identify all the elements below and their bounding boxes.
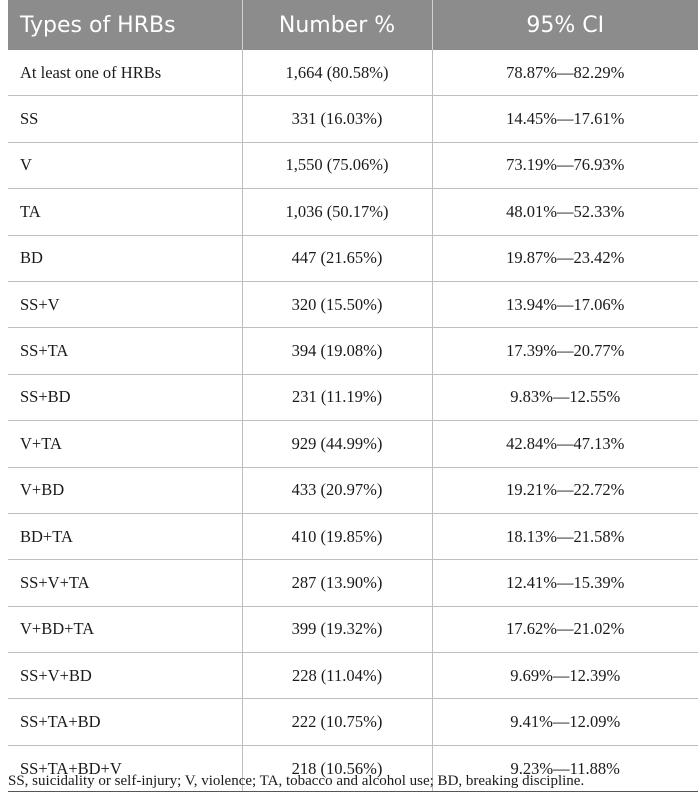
cell-ci: 42.84%—47.13% [432, 421, 698, 467]
table-row [8, 606, 698, 652]
cell-type: SS+TA+BD [8, 699, 242, 745]
cell-ci: 13.94%—17.06% [432, 281, 698, 327]
cell-number: 399 (19.32%) [242, 606, 432, 652]
header-ci: 95% CI [432, 0, 698, 50]
cell-ci: 9.23%—11.88% [432, 745, 698, 791]
cell-type: SS+BD [8, 374, 242, 420]
cell-ci: 17.39%—20.77% [432, 328, 698, 374]
cell-number: 433 (20.97%) [242, 467, 432, 513]
table-body [8, 50, 698, 792]
cell-number: 287 (13.90%) [242, 560, 432, 606]
cell-type: V+BD+TA [8, 606, 242, 652]
table-row [8, 699, 698, 745]
cell-number: 218 (10.56%) [242, 745, 432, 791]
cell-type: SS+V [8, 281, 242, 327]
cell-number: 1,550 (75.06%) [242, 142, 432, 188]
cell-ci: 19.21%—22.72% [432, 467, 698, 513]
table-row [8, 560, 698, 606]
cell-type: SS+V+TA [8, 560, 242, 606]
table-row [8, 513, 698, 559]
cell-number: 1,036 (50.17%) [242, 189, 432, 235]
cell-type: TA [8, 189, 242, 235]
table-row [8, 50, 698, 96]
cell-ci: 78.87%—82.29% [432, 50, 698, 96]
cell-ci: 19.87%—23.42% [432, 235, 698, 281]
cell-ci: 12.41%—15.39% [432, 560, 698, 606]
table-row [8, 421, 698, 467]
cell-ci: 9.83%—12.55% [432, 374, 698, 420]
cell-type: BD+TA [8, 513, 242, 559]
cell-ci: 14.45%—17.61% [432, 96, 698, 142]
table-row [8, 328, 698, 374]
cell-number: 1,664 (80.58%) [242, 50, 432, 96]
table-row [8, 653, 698, 699]
table-footnote: SS, suicidality or self-injury; V, violence; TA, tobacco and alcohol use; BD, breaking discipline. [8, 773, 585, 789]
table-row [8, 96, 698, 142]
cell-ci: 48.01%—52.33% [432, 189, 698, 235]
cell-ci: 18.13%—21.58% [432, 513, 698, 559]
cell-ci: 17.62%—21.02% [432, 606, 698, 652]
table-header [8, 0, 698, 50]
cell-type: SS+V+BD [8, 653, 242, 699]
cell-ci: 9.69%—12.39% [432, 653, 698, 699]
header-row [8, 0, 698, 50]
cell-number: 231 (11.19%) [242, 374, 432, 420]
cell-type: V+TA [8, 421, 242, 467]
cell-number: 447 (21.65%) [242, 235, 432, 281]
table-row [8, 374, 698, 420]
cell-number: 228 (11.04%) [242, 653, 432, 699]
table-row [8, 235, 698, 281]
cell-number: 222 (10.75%) [242, 699, 432, 745]
cell-type: V+BD [8, 467, 242, 513]
table-row [8, 189, 698, 235]
cell-number: 331 (16.03%) [242, 96, 432, 142]
cell-type: At least one of HRBs [8, 50, 242, 96]
cell-type: V [8, 142, 242, 188]
table-row [8, 467, 698, 513]
cell-type: SS+TA [8, 328, 242, 374]
hrb-table [8, 0, 698, 792]
table-row [8, 142, 698, 188]
cell-number: 410 (19.85%) [242, 513, 432, 559]
header-number: Number % [242, 0, 432, 50]
cell-number: 929 (44.99%) [242, 421, 432, 467]
hrb-table-container [8, 0, 698, 792]
table-row [8, 281, 698, 327]
cell-type: BD [8, 235, 242, 281]
cell-ci: 9.41%—12.09% [432, 699, 698, 745]
cell-type: SS+TA+BD+V [8, 745, 242, 791]
cell-number: 320 (15.50%) [242, 281, 432, 327]
cell-number: 394 (19.08%) [242, 328, 432, 374]
cell-type: SS [8, 96, 242, 142]
header-types: Types of HRBs [8, 0, 242, 50]
cell-ci: 73.19%—76.93% [432, 142, 698, 188]
